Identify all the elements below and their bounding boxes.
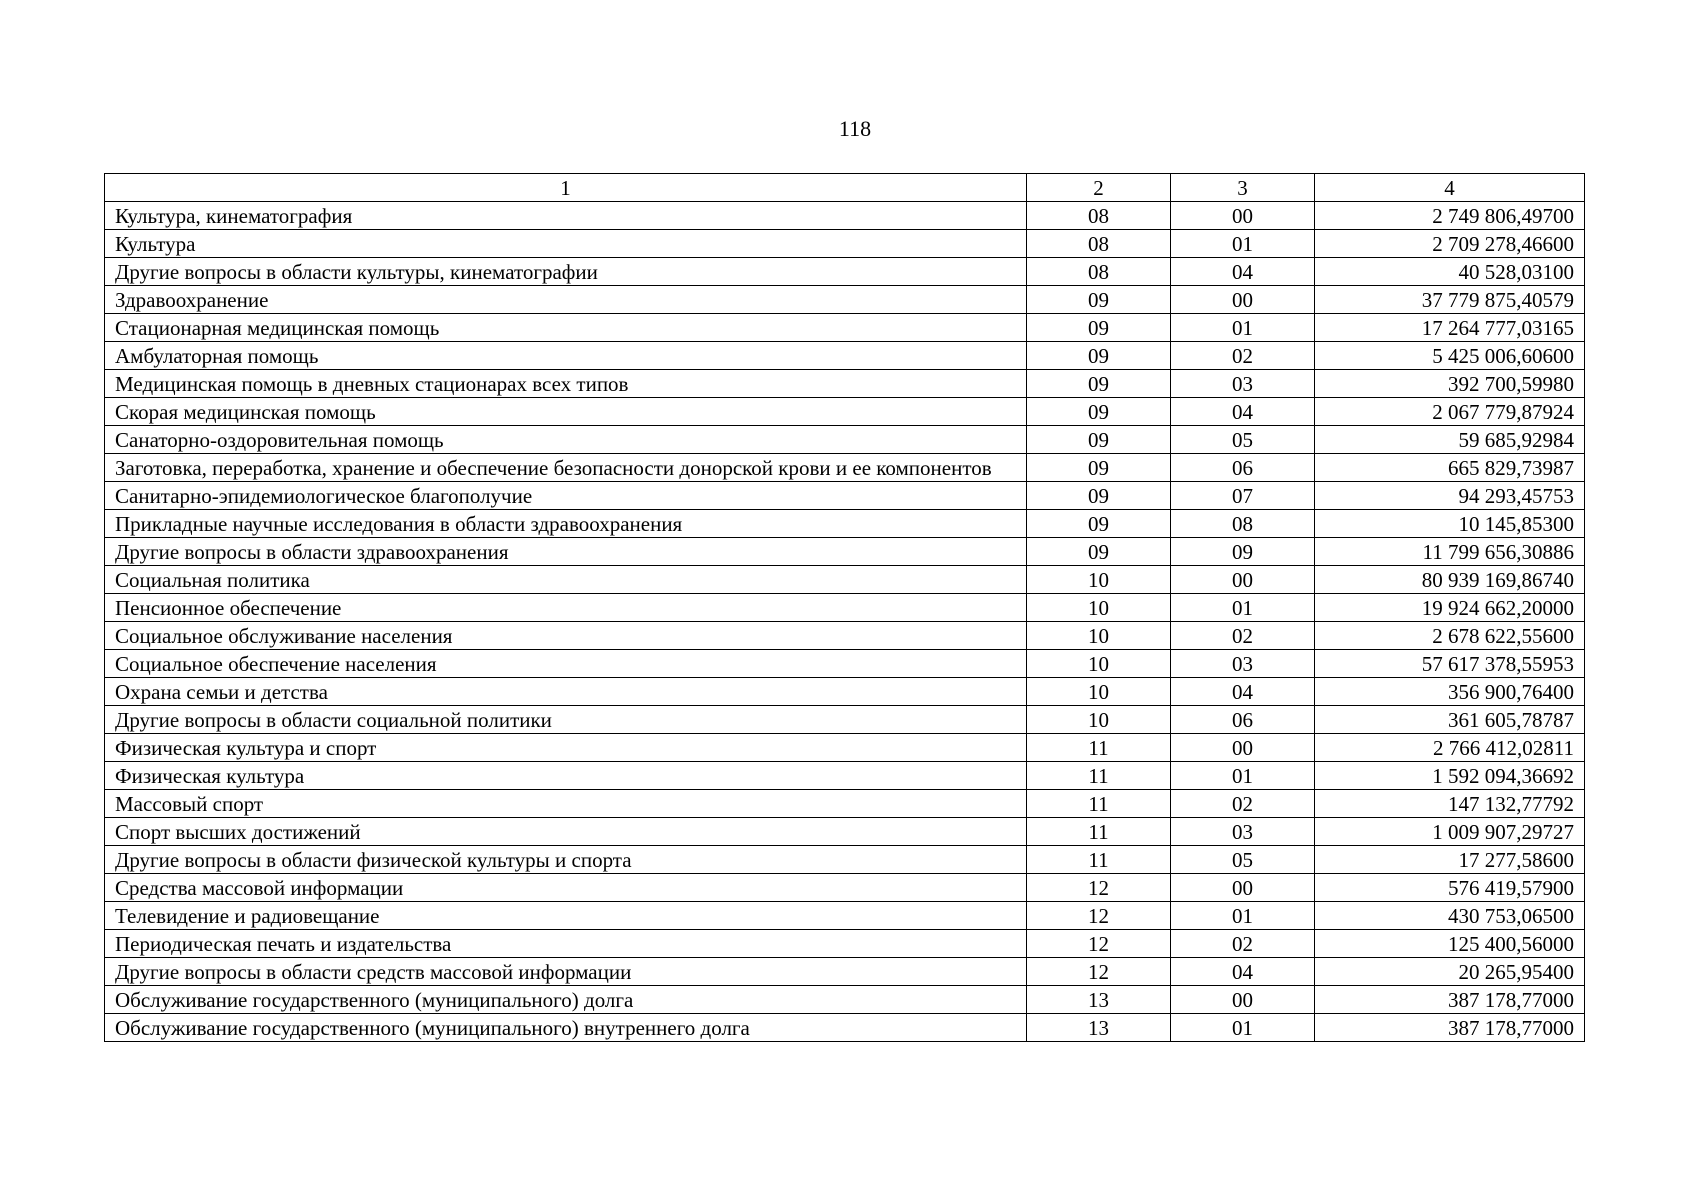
row-name-cell: Санитарно-эпидемиологическое благополучие <box>105 482 1027 510</box>
row-section-cell: 09 <box>1027 286 1171 314</box>
row-name-cell: Заготовка, переработка, хранение и обеспечение безопасности донорской крови и ее компонентов <box>105 454 1027 482</box>
row-name-cell: Периодическая печать и издательства <box>105 930 1027 958</box>
row-name-cell: Охрана семьи и детства <box>105 678 1027 706</box>
row-amount-cell: 20 265,95400 <box>1315 958 1585 986</box>
row-subsection-cell: 02 <box>1171 790 1315 818</box>
table-row <box>105 790 1585 818</box>
table-row <box>105 538 1585 566</box>
row-name-cell: Физическая культура <box>105 762 1027 790</box>
row-subsection-cell: 01 <box>1171 902 1315 930</box>
row-amount-cell: 80 939 169,86740 <box>1315 566 1585 594</box>
row-name-cell: Телевидение и радиовещание <box>105 902 1027 930</box>
table-row <box>105 734 1585 762</box>
row-section-cell: 12 <box>1027 958 1171 986</box>
table-row <box>105 398 1585 426</box>
header-col-2: 2 <box>1027 174 1171 202</box>
row-name-cell: Амбулаторная помощь <box>105 342 1027 370</box>
table-row <box>105 874 1585 902</box>
table-row <box>105 678 1585 706</box>
row-amount-cell: 5 425 006,60600 <box>1315 342 1585 370</box>
row-amount-cell: 57 617 378,55953 <box>1315 650 1585 678</box>
row-section-cell: 09 <box>1027 398 1171 426</box>
table-row <box>105 286 1585 314</box>
row-amount-cell: 2 067 779,87924 <box>1315 398 1585 426</box>
table-row <box>105 566 1585 594</box>
table-row <box>105 846 1585 874</box>
table-header-row <box>105 174 1585 202</box>
row-amount-cell: 387 178,77000 <box>1315 1014 1585 1042</box>
row-section-cell: 11 <box>1027 818 1171 846</box>
row-subsection-cell: 00 <box>1171 874 1315 902</box>
row-name-cell: Массовый спорт <box>105 790 1027 818</box>
row-amount-cell: 19 924 662,20000 <box>1315 594 1585 622</box>
row-amount-cell: 11 799 656,30886 <box>1315 538 1585 566</box>
row-name-cell: Другие вопросы в области социальной политики <box>105 706 1027 734</box>
row-name-cell: Скорая медицинская помощь <box>105 398 1027 426</box>
table-row <box>105 1014 1585 1042</box>
row-section-cell: 13 <box>1027 986 1171 1014</box>
row-subsection-cell: 05 <box>1171 846 1315 874</box>
row-subsection-cell: 04 <box>1171 958 1315 986</box>
row-name-cell: Культура, кинематография <box>105 202 1027 230</box>
row-amount-cell: 2 709 278,46600 <box>1315 230 1585 258</box>
row-subsection-cell: 08 <box>1171 510 1315 538</box>
row-name-cell: Медицинская помощь в дневных стационарах всех типов <box>105 370 1027 398</box>
row-section-cell: 13 <box>1027 1014 1171 1042</box>
header-col-3: 3 <box>1171 174 1315 202</box>
table-row <box>105 202 1585 230</box>
row-amount-cell: 147 132,77792 <box>1315 790 1585 818</box>
row-section-cell: 10 <box>1027 678 1171 706</box>
row-name-cell: Другие вопросы в области здравоохранения <box>105 538 1027 566</box>
row-amount-cell: 94 293,45753 <box>1315 482 1585 510</box>
row-name-cell: Обслуживание государственного (муниципального) внутреннего долга <box>105 1014 1027 1042</box>
row-amount-cell: 392 700,59980 <box>1315 370 1585 398</box>
table-row <box>105 342 1585 370</box>
row-section-cell: 09 <box>1027 510 1171 538</box>
row-amount-cell: 1 592 094,36692 <box>1315 762 1585 790</box>
row-subsection-cell: 01 <box>1171 762 1315 790</box>
row-section-cell: 10 <box>1027 594 1171 622</box>
row-amount-cell: 10 145,85300 <box>1315 510 1585 538</box>
page-number: 118 <box>838 116 872 141</box>
table-row <box>105 762 1585 790</box>
row-subsection-cell: 05 <box>1171 426 1315 454</box>
header-col-1: 1 <box>105 174 1027 202</box>
row-amount-cell: 2 766 412,02811 <box>1315 734 1585 762</box>
row-name-cell: Другие вопросы в области физической культуры и спорта <box>105 846 1027 874</box>
row-amount-cell: 665 829,73987 <box>1315 454 1585 482</box>
row-subsection-cell: 02 <box>1171 622 1315 650</box>
row-name-cell: Стационарная медицинская помощь <box>105 314 1027 342</box>
row-subsection-cell: 09 <box>1171 538 1315 566</box>
row-amount-cell: 430 753,06500 <box>1315 902 1585 930</box>
row-name-cell: Культура <box>105 230 1027 258</box>
row-name-cell: Прикладные научные исследования в области здравоохранения <box>105 510 1027 538</box>
row-amount-cell: 387 178,77000 <box>1315 986 1585 1014</box>
row-amount-cell: 17 264 777,03165 <box>1315 314 1585 342</box>
row-subsection-cell: 00 <box>1171 986 1315 1014</box>
row-subsection-cell: 00 <box>1171 734 1315 762</box>
row-name-cell: Здравоохранение <box>105 286 1027 314</box>
row-section-cell: 09 <box>1027 454 1171 482</box>
table-row <box>105 594 1585 622</box>
row-section-cell: 11 <box>1027 846 1171 874</box>
header-col-4: 4 <box>1315 174 1585 202</box>
table-row <box>105 706 1585 734</box>
row-amount-cell: 576 419,57900 <box>1315 874 1585 902</box>
table-row <box>105 930 1585 958</box>
table-row <box>105 454 1585 482</box>
table-row <box>105 426 1585 454</box>
row-subsection-cell: 03 <box>1171 370 1315 398</box>
row-subsection-cell: 00 <box>1171 202 1315 230</box>
row-name-cell: Средства массовой информации <box>105 874 1027 902</box>
row-name-cell: Другие вопросы в области культуры, кинематографии <box>105 258 1027 286</box>
row-subsection-cell: 06 <box>1171 706 1315 734</box>
table-row <box>105 510 1585 538</box>
row-section-cell: 08 <box>1027 202 1171 230</box>
row-section-cell: 09 <box>1027 426 1171 454</box>
table-body <box>105 202 1585 1042</box>
row-name-cell: Другие вопросы в области средств массовой информации <box>105 958 1027 986</box>
row-section-cell: 11 <box>1027 762 1171 790</box>
table-row <box>105 258 1585 286</box>
row-section-cell: 08 <box>1027 230 1171 258</box>
row-subsection-cell: 01 <box>1171 314 1315 342</box>
table-row <box>105 622 1585 650</box>
row-subsection-cell: 04 <box>1171 258 1315 286</box>
row-amount-cell: 17 277,58600 <box>1315 846 1585 874</box>
row-section-cell: 12 <box>1027 874 1171 902</box>
table-row <box>105 370 1585 398</box>
row-subsection-cell: 06 <box>1171 454 1315 482</box>
row-section-cell: 10 <box>1027 650 1171 678</box>
row-amount-cell: 2 749 806,49700 <box>1315 202 1585 230</box>
row-subsection-cell: 03 <box>1171 650 1315 678</box>
table-row <box>105 314 1585 342</box>
row-section-cell: 12 <box>1027 930 1171 958</box>
row-amount-cell: 37 779 875,40579 <box>1315 286 1585 314</box>
row-subsection-cell: 01 <box>1171 594 1315 622</box>
row-section-cell: 09 <box>1027 482 1171 510</box>
row-section-cell: 10 <box>1027 706 1171 734</box>
row-name-cell: Социальная политика <box>105 566 1027 594</box>
table-row <box>105 650 1585 678</box>
row-subsection-cell: 00 <box>1171 566 1315 594</box>
row-name-cell: Обслуживание государственного (муниципального) долга <box>105 986 1027 1014</box>
row-name-cell: Социальное обслуживание населения <box>105 622 1027 650</box>
row-section-cell: 09 <box>1027 538 1171 566</box>
row-section-cell: 10 <box>1027 622 1171 650</box>
row-subsection-cell: 07 <box>1171 482 1315 510</box>
budget-table <box>104 173 1585 1042</box>
table-row <box>105 482 1585 510</box>
table-row <box>105 902 1585 930</box>
row-subsection-cell: 01 <box>1171 1014 1315 1042</box>
row-name-cell: Санаторно-оздоровительная помощь <box>105 426 1027 454</box>
row-section-cell: 08 <box>1027 258 1171 286</box>
row-section-cell: 10 <box>1027 566 1171 594</box>
row-subsection-cell: 02 <box>1171 930 1315 958</box>
row-amount-cell: 40 528,03100 <box>1315 258 1585 286</box>
row-name-cell: Спорт высших достижений <box>105 818 1027 846</box>
row-amount-cell: 361 605,78787 <box>1315 706 1585 734</box>
row-name-cell: Пенсионное обеспечение <box>105 594 1027 622</box>
row-section-cell: 12 <box>1027 902 1171 930</box>
row-subsection-cell: 04 <box>1171 678 1315 706</box>
row-subsection-cell: 00 <box>1171 286 1315 314</box>
table-row <box>105 818 1585 846</box>
row-subsection-cell: 01 <box>1171 230 1315 258</box>
row-section-cell: 11 <box>1027 734 1171 762</box>
row-amount-cell: 1 009 907,29727 <box>1315 818 1585 846</box>
row-amount-cell: 59 685,92984 <box>1315 426 1585 454</box>
row-section-cell: 09 <box>1027 342 1171 370</box>
table-row <box>105 958 1585 986</box>
row-section-cell: 11 <box>1027 790 1171 818</box>
row-subsection-cell: 04 <box>1171 398 1315 426</box>
row-amount-cell: 2 678 622,55600 <box>1315 622 1585 650</box>
row-amount-cell: 125 400,56000 <box>1315 930 1585 958</box>
row-amount-cell: 356 900,76400 <box>1315 678 1585 706</box>
row-name-cell: Социальное обеспечение населения <box>105 650 1027 678</box>
row-section-cell: 09 <box>1027 370 1171 398</box>
row-name-cell: Физическая культура и спорт <box>105 734 1027 762</box>
row-subsection-cell: 02 <box>1171 342 1315 370</box>
table-row <box>105 986 1585 1014</box>
row-subsection-cell: 03 <box>1171 818 1315 846</box>
table-row <box>105 230 1585 258</box>
row-section-cell: 09 <box>1027 314 1171 342</box>
